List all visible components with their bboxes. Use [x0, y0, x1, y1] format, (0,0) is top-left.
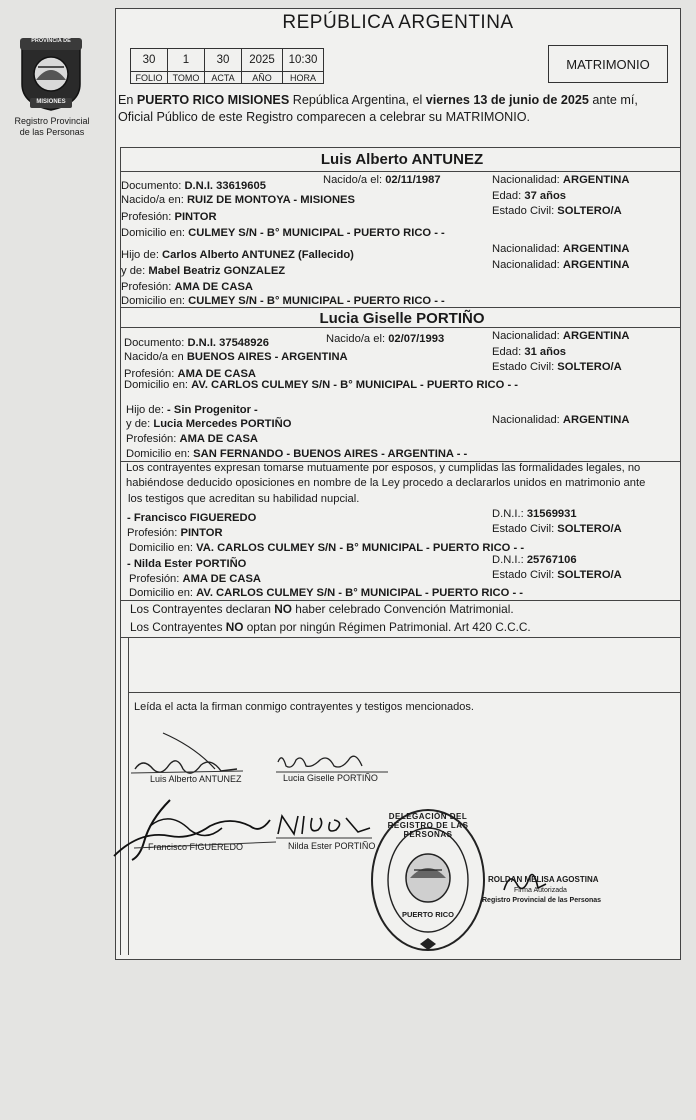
year-label: AÑO [242, 72, 283, 84]
value: AMA DE CASA [179, 433, 259, 445]
bride-birthdate [326, 333, 444, 346]
value: ARGENTINA [562, 174, 630, 186]
province-seal-logo [14, 34, 88, 112]
label: Profesión: [129, 573, 183, 585]
tomo-label: TOMO [168, 72, 205, 84]
label: Profesión: [121, 211, 175, 223]
value: SOLTERO/A [557, 361, 622, 373]
stamp-ring-text: DELEGACIÓN DEL REGISTRO DE LAS PERSONAS [387, 812, 469, 839]
text: optan por ningún Régimen Patrimonial. Art 420 C.C.C. [243, 620, 531, 634]
label: y de: [126, 418, 154, 430]
official-office: Registro Provincial de las Personas [482, 897, 602, 904]
value: Carlos Alberto ANTUNEZ (Fallecido) [162, 249, 354, 261]
bride-birthplace [124, 351, 348, 364]
value: AMA DE CASA [174, 281, 254, 293]
value: 25767106 [526, 554, 577, 566]
label: Documento: [124, 337, 188, 349]
value: CULMEY S/N - B° MUNICIPAL - PUERTO RICO - - [188, 295, 445, 307]
groom-mother [121, 265, 285, 278]
label: Domicilio en: [129, 587, 197, 599]
declaration-regime [130, 621, 531, 634]
witness2-profession [129, 573, 261, 586]
hour-label: HORA [283, 72, 324, 84]
label: Edad: [492, 190, 525, 202]
divider [128, 692, 681, 693]
groom-age [492, 190, 566, 203]
witness2-civil-status [492, 569, 622, 582]
value: SOLTERO/A [557, 569, 622, 581]
ceremony-line-2: habiéndose deducido oposiciones en nombre de la Ley procedo a declararlos unidos en matrimonio ante [126, 477, 646, 489]
value: ARGENTINA [562, 414, 630, 426]
value: ARGENTINA [562, 259, 630, 271]
groom-father [121, 249, 354, 262]
divider [120, 147, 681, 148]
intro-paragraph [118, 92, 683, 126]
official-name: ROLDAN MELISA AGOSTINA [488, 875, 599, 884]
seal-text-bottom: MISIONES [36, 99, 66, 105]
folio-value: 30 [131, 49, 168, 72]
intro-text-2: República Argentina, el [289, 93, 426, 107]
value: CULMEY S/N - B° MUNICIPAL - PUERTO RICO - - [188, 227, 445, 239]
value: 02/11/1987 [385, 174, 441, 186]
value: AMA DE CASA [182, 573, 262, 585]
witness1-dni [492, 508, 577, 521]
bride-parents-profession [126, 433, 258, 446]
label: Nacionalidad: [492, 414, 563, 426]
label: Nacionalidad: [492, 330, 563, 342]
groom-dni: D.N.I. 33619605 [184, 180, 266, 192]
value: AV. CARLOS CULMEY S/N - B° MUNICIPAL - PUERTO RICO - - [196, 587, 524, 599]
bride-name-heading: Lucia Giselle PORTIÑO [319, 310, 485, 327]
tomo-value: 1 [168, 49, 205, 72]
bride-father [126, 404, 258, 417]
year-value: 2025 [242, 49, 283, 72]
value: 37 años [524, 190, 567, 202]
declaration-convention [130, 603, 514, 616]
label: D.N.I.: [492, 508, 527, 520]
ceremony-line-1: Los contrayentes expresan tomarse mutuamente por esposos, y cumplidas las formalidades legales, no [126, 462, 641, 474]
label: Documento: [121, 180, 185, 192]
acta-value: 30 [205, 49, 242, 72]
value: AV. CARLOS CULMEY S/N - B° MUNICIPAL - PUERTO RICO - - [191, 379, 519, 391]
official-role: Firma Autorizada [514, 887, 567, 894]
value: Mabel Beatriz GONZALEZ [148, 265, 286, 277]
groom-birthdate [323, 174, 441, 187]
groom-signature-label: Luis Alberto ANTUNEZ [150, 774, 242, 784]
bride-mother [126, 418, 291, 431]
bride-document [124, 337, 269, 350]
label: Edad: [492, 346, 525, 358]
groom-parents-profession [121, 281, 253, 294]
value: 02/07/1993 [388, 333, 445, 345]
certificate-type-box: MATRIMONIO [548, 45, 668, 83]
groom-civil-status [492, 205, 622, 218]
label: Nacido/a en: [121, 194, 187, 206]
label: Estado Civil: [492, 361, 558, 373]
witness2-signature-label: Nilda Ester PORTIÑO [288, 841, 376, 851]
bride-mother-nationality [492, 414, 629, 427]
value: - Sin Progenitor - [167, 404, 258, 416]
label: y de: [121, 265, 149, 277]
registry-caption-2: de las Personas [19, 127, 85, 137]
value: Lucia Mercedes PORTIÑO [153, 418, 292, 430]
witness1-signature-label: Francisco FIGUEREDO [148, 842, 244, 852]
value: SOLTERO/A [557, 205, 622, 217]
bride-dni: D.N.I. 37548926 [187, 337, 269, 349]
label: Nacionalidad: [492, 259, 563, 271]
label: D.N.I.: [492, 554, 527, 566]
divider [120, 307, 681, 308]
witness2-address [129, 587, 523, 600]
bride-parents-address [126, 448, 467, 461]
intro-line-2: Oficial Público de este Registro comparecen a celebrar su MATRIMONIO. [118, 110, 531, 124]
label: Profesión: [127, 527, 181, 539]
value: SAN FERNANDO - BUENOS AIRES - ARGENTINA - - [193, 448, 468, 460]
label: Estado Civil: [492, 569, 558, 581]
groom-address [121, 227, 445, 240]
label: Profesión: [126, 433, 180, 445]
divider [120, 600, 681, 601]
label: Domicilio en: [126, 448, 194, 460]
bride-age [492, 346, 566, 359]
groom-father-nationality [492, 243, 629, 256]
witness2-dni [492, 554, 577, 567]
value: 31569931 [526, 508, 577, 520]
label: Profesión: [121, 281, 175, 293]
closing-statement: Leída el acta la firman conmigo contrayentes y testigos mencionados. [134, 701, 474, 713]
bride-nationality [492, 330, 629, 343]
groom-profession [121, 211, 217, 224]
text: Los Contrayentes [130, 620, 226, 634]
value: PINTOR [174, 211, 217, 223]
witness1-profession [127, 527, 223, 540]
groom-nationality [492, 174, 629, 187]
witness2-signature-drawing [272, 808, 382, 844]
label: Estado Civil: [492, 205, 558, 217]
label: Hijo de: [126, 404, 168, 416]
value: ARGENTINA [562, 330, 630, 342]
witness1-address [129, 542, 524, 555]
witness1-name: - Francisco FIGUEREDO [127, 512, 257, 524]
hour-value: 10:30 [283, 49, 324, 72]
bride-address [124, 379, 518, 392]
value: PINTOR [180, 527, 223, 539]
groom-birthplace [121, 194, 355, 207]
value: BUENOS AIRES - ARGENTINA [186, 351, 348, 363]
value: 31 años [524, 346, 567, 358]
value: RUIZ DE MONTOYA - MISIONES [186, 194, 355, 206]
divider [120, 637, 681, 638]
intro-date: viernes 13 de junio de 2025 [425, 93, 589, 107]
folio-label: FOLIO [131, 72, 168, 84]
label: Domicilio en: [121, 227, 189, 239]
label: Domicilio en: [121, 295, 189, 307]
label: Profesión: [124, 368, 178, 380]
intro-text-3: ante mí, [588, 93, 638, 107]
bride-civil-status [492, 361, 622, 374]
value: SOLTERO/A [557, 523, 622, 535]
label: Nacido/a el: [326, 333, 389, 345]
value: AMA DE CASA [177, 368, 257, 380]
intro-city: PUERTO RICO MISIONES [136, 93, 290, 107]
witness2-name: - Nilda Ester PORTIÑO [127, 558, 247, 570]
intro-text-1: En [118, 93, 137, 107]
seal-text-top: PROVINCIA DE [31, 38, 71, 44]
label: Nacionalidad: [492, 243, 563, 255]
ceremony-line-3: los testigos que acreditan su habilidad nupcial. [128, 493, 360, 505]
groom-mother-nationality [492, 259, 629, 272]
value: ARGENTINA [562, 243, 630, 255]
text: NO [225, 620, 244, 634]
label: Nacionalidad: [492, 174, 563, 186]
text: Los Contrayentes declaran [130, 602, 275, 616]
label: Estado Civil: [492, 523, 558, 535]
stamp-inner-text: PUERTO RICO [402, 910, 454, 919]
label: Domicilio en: [129, 542, 197, 554]
record-table [130, 48, 324, 84]
groom-document [121, 180, 266, 193]
text: NO [274, 602, 292, 616]
divider [120, 327, 681, 328]
registry-caption-1: Registro Provincial [14, 116, 90, 126]
label: Nacido/a el: [323, 174, 386, 186]
text: haber celebrado Convención Matrimonial. [291, 602, 514, 616]
groom-name-heading: Luis Alberto ANTUNEZ [320, 151, 484, 168]
divider [120, 171, 681, 172]
bride-signature-label: Lucia Giselle PORTIÑO [283, 773, 378, 783]
value: VA. CARLOS CULMEY S/N - B° MUNICIPAL - PUERTO RICO - - [196, 542, 525, 554]
witness1-civil-status [492, 523, 622, 536]
label: Nacido/a en [124, 351, 187, 363]
label: Hijo de: [121, 249, 163, 261]
document-title: REPÚBLICA ARGENTINA [282, 12, 514, 33]
label: Domicilio en: [124, 379, 192, 391]
acta-label: ACTA [205, 72, 242, 84]
